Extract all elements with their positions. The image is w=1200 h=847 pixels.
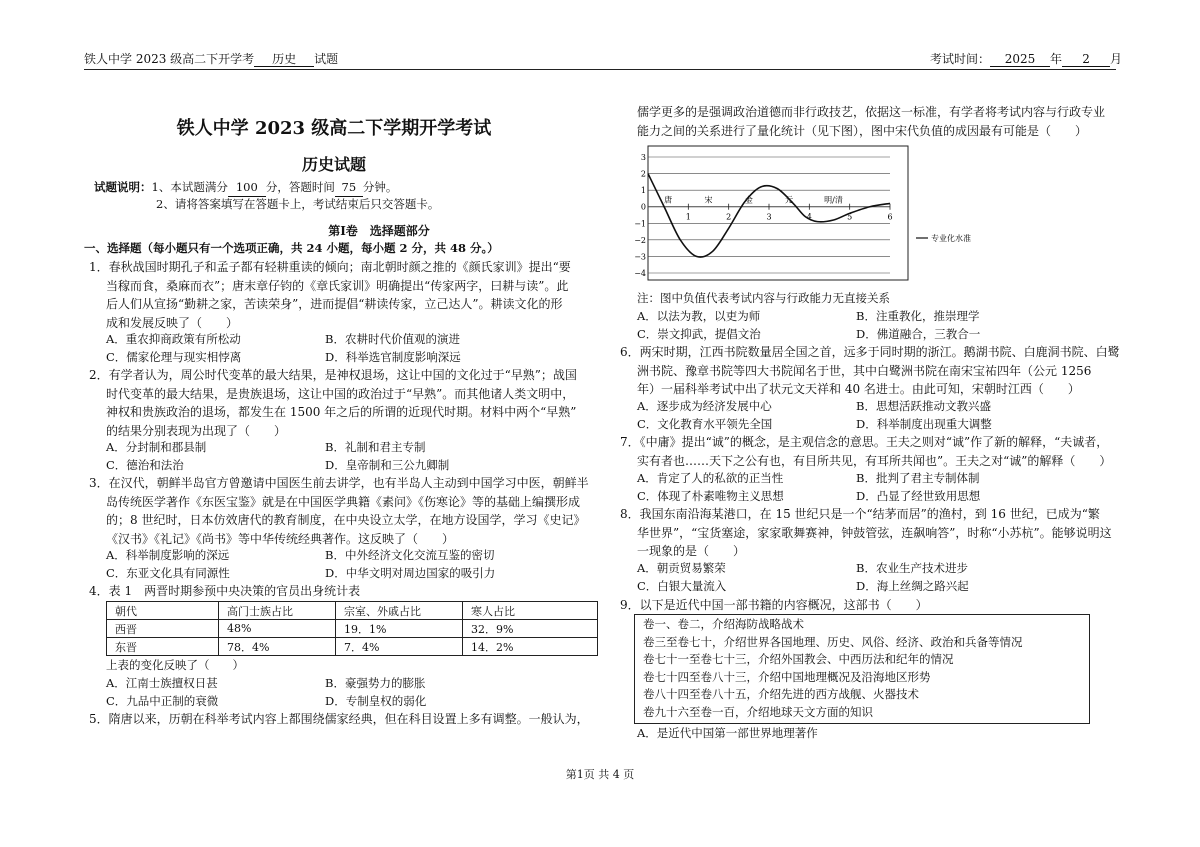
q9-lead: 9．以下是近代中国一部书籍的内容概况，这部书（ ）	[620, 598, 928, 612]
question-5-continued	[637, 103, 1117, 140]
q8-option-d: D．海上丝绸之路兴起	[856, 579, 969, 593]
header-time-label: 考试时间：	[930, 52, 991, 66]
question-2	[89, 366, 599, 440]
q3-line: 的；8 世纪时，日本仿效唐代的教育制度，在中央设立太学，在地方设国学，学习《史记》	[106, 513, 586, 527]
table-header-cell: 宗室、外戚占比	[336, 602, 463, 620]
q4-option-b: B．豪强势力的膨胀	[325, 676, 426, 690]
q4-option-d: D．专制皇权的弱化	[325, 694, 427, 708]
q1-line: 当稼而食，桑麻而衣”；唐末章仔钧的《章氏家训》明确提出“传家两字，曰耕与读”。此	[106, 278, 569, 293]
q4-stem: 上表的变化反映了（ ）	[106, 658, 244, 672]
exam-title: 铁人中学 2023 级高二下学期开学考试	[176, 118, 492, 139]
book-line: 卷一、卷二，介绍海防战略战术	[643, 617, 804, 631]
note1-b: 分，答题时间	[265, 180, 335, 194]
question-3	[89, 474, 599, 548]
note1-a: 1、本试题满分	[151, 180, 228, 194]
chart-dynasty-label: 金	[744, 195, 753, 205]
q5-line-left: 5．隋唐以来，历朝在科举考试内容上都围绕儒家经典，但在科目设置上多有调整。一般认为，	[89, 712, 589, 726]
chart-x-tick-label: 6	[887, 212, 893, 222]
question-1	[89, 258, 599, 332]
q3-option-c: C．东亚文化具有同源性	[106, 566, 230, 580]
q7-option-b: B．批判了君主专制体制	[856, 471, 980, 485]
header-year: 2025	[990, 52, 1050, 67]
exam-note-2: 2、请将答案填写在答题卡上，考试结束后只交答题卡。	[156, 197, 440, 211]
chart-y-tick-label: 2	[640, 169, 646, 179]
question-8	[620, 505, 1120, 561]
table-cell: 32．9%	[463, 620, 598, 638]
q5-line-chart	[634, 145, 971, 283]
table-row	[107, 620, 598, 638]
header-school: 铁人中学 2023 级高二下开学考	[84, 52, 255, 66]
q1-option-c: C．儒家伦理与现实相悖离	[106, 350, 242, 364]
q5-option-c: C．崇文抑武，提倡文治	[637, 327, 761, 341]
table-header-row	[107, 602, 598, 620]
chart-x-tick-label: 4	[806, 212, 812, 222]
q3-option-b: B．中外经济文化交流互鉴的密切	[325, 548, 495, 562]
book-line: 卷九十六至卷一百，介绍地球天文方面的知识	[643, 704, 873, 719]
header-rule	[84, 69, 1116, 70]
q9-option-a: A．是近代中国第一部世界地理著作	[637, 726, 818, 740]
book-line: 卷七十一至卷七十三，介绍外国教会、中西历法和纪年的情况	[643, 652, 954, 667]
chart-y-tick-label: 1	[640, 186, 646, 196]
q6-option-b: B．思想活跃推动文教兴盛	[856, 399, 991, 413]
q1-option-b: B．农耕时代价值观的演进	[325, 332, 460, 346]
header-month: 2	[1062, 52, 1110, 67]
q4-table	[106, 601, 598, 656]
q2-line: 2．有学者认为，周公时代变革的最大结果，是神权退场，这让中国的文化过于“早熟”；战国	[89, 368, 577, 382]
q6-option-a: A．逐步成为经济发展中心	[637, 399, 772, 413]
note-label: 试题说明：	[94, 180, 152, 194]
table-header-cell: 寒人占比	[463, 602, 598, 620]
note1-c: 分钟。	[362, 180, 398, 194]
table-cell: 7．4%	[336, 638, 463, 656]
q2-line: 的结果分别表现为出现了（ ）	[106, 423, 287, 438]
q3-line: 岛传统医学著作《东医宝鉴》就是在中国医学典籍《素问》《伤寒论》等的基础上编撰形成	[106, 494, 581, 509]
q6-option-c: C．文化教育水平领先全国	[637, 417, 773, 431]
q7-option-c: C．体现了朴素唯物主义思想	[637, 489, 784, 503]
part-title: 第Ⅰ卷 选择题部分	[328, 224, 430, 238]
book-line: 卷三至卷七十，介绍世界各国地理、历史、风俗、经济、政治和兵备等情况	[643, 634, 1023, 649]
q3-option-a: A．科举制度影响的深远	[106, 548, 230, 562]
table-cell: 48%	[219, 620, 336, 638]
page-number: 第1页 共 4 页	[565, 768, 635, 781]
q3-line: 《汉书》《礼记》《尚书》等中华传统经典著作。这反映了（ ）	[106, 531, 455, 546]
chart-y-tick-label: −2	[634, 235, 646, 245]
q8-line: 华世界”，“宝货塞途，家家歌舞赛神，钟鼓管弦，连飙响答”，时称“小苏杭”。能够说明这	[637, 525, 1112, 540]
table-header-cell: 朝代	[107, 602, 219, 620]
q2-line: 神权和贵族政治的退场，都发生在 1500 年之后的所谓的近现代时期。材料中两个“早熟”	[106, 405, 577, 419]
note-time: 75	[335, 178, 363, 197]
table-header-cell: 高门士族占比	[219, 602, 336, 620]
q7-option-d: D．凸显了经世致用思想	[856, 489, 981, 503]
chart-x-tick-label: 2	[726, 212, 732, 222]
chart-y-tick-label: −4	[634, 269, 646, 278]
q5-chart-note: 注：图中负值代表考试内容与行政能力无直接关系	[637, 291, 890, 305]
q5-line: 儒学更多的是强调政治道德而非行政技艺，依据这一标准，有学者将考试内容与行政专业	[637, 105, 1106, 119]
q4-option-a: A．江南士族擅权日甚	[106, 676, 218, 690]
header-year-unit: 年	[1050, 52, 1063, 66]
table-row	[107, 638, 598, 656]
chart-dynasty-label: 唐	[664, 195, 673, 205]
q3-line: 3．在汉代，朝鲜半岛官方曾邀请中国医生前去讲学，也有半岛人主动到中国学习中医，朝鲜半	[89, 476, 589, 490]
book-line: 卷七十四至卷八十三，介绍中国地理概况及沿海地区形势	[643, 669, 931, 684]
question-7	[620, 433, 1120, 470]
header-suffix: 试题	[314, 52, 339, 66]
chart-legend-label: 专业化水准	[931, 234, 971, 243]
exam-subtitle: 历史试题	[301, 155, 366, 174]
q9-content-box	[634, 614, 1090, 724]
q5-option-b: B．注重教化，推崇理学	[856, 309, 980, 323]
q8-option-b: B．农业生产技术进步	[856, 561, 968, 575]
book-line: 卷八十四至卷八十五，介绍先进的西方战舰、火器技术	[643, 687, 919, 702]
q8-line: 8．我国东南沿海某港口，在 15 世纪只是一个“结茅而居”的渔村，到 16 世纪，已成为“繁	[620, 507, 1100, 521]
table-cell: 19．1%	[336, 620, 463, 638]
q1-line: 成和发展反映了（ ）	[106, 315, 239, 330]
table-cell: 东晋	[107, 638, 219, 656]
q2-line: 时代变革的最大结果，是贵族退场，这让中国的政治过于“早熟”。而其他诸人类文明中，	[106, 386, 575, 401]
q4-option-c: C．九品中正制的衰微	[106, 694, 219, 708]
q5-option-a: A．以法为教，以吏为师	[637, 309, 761, 323]
q5-option-d: D．佛道融合，三教合一	[856, 327, 981, 341]
q6-line: 年）一届科举考试中出了状元文天祥和 40 名进士。由此可知，宋朝时江西（ ）	[637, 382, 1080, 396]
q7-option-a: A．肯定了人的私欲的正当性	[637, 471, 784, 485]
q1-line: 1．春秋战国时期孔子和孟子都有轻耕重读的倾向；南北朝时颜之推的《颜氏家训》提出“要	[89, 260, 571, 274]
question-6	[620, 343, 1120, 399]
note-score: 100	[228, 178, 266, 197]
q8-option-a: A．朝贡贸易繁荣	[637, 561, 726, 575]
q6-option-d: D．科举制度出现重大调整	[856, 417, 992, 431]
q8-option-c: C．白银大量流入	[637, 579, 727, 593]
q2-option-d: D．皇帝制和三公九卿制	[325, 458, 450, 472]
q7-line: 7．《中庸》提出“诚”的概念，是主观信念的意思。王夫之则对“诚”作了新的解释，“夫诚者，	[620, 435, 1109, 449]
q2-option-b: B．礼制和君主专制	[325, 440, 426, 454]
chart-x-tick-label: 5	[847, 212, 853, 222]
chart-dynasty-label: 明/清	[824, 195, 843, 205]
chart-y-tick-label: −3	[634, 252, 646, 262]
chart-x-tick-label: 1	[685, 212, 691, 222]
q5-line: 能力之间的关系进行了量化统计（见下图），图中宋代负值的成因最有可能是（ ）	[637, 123, 1088, 138]
q2-option-a: A．分封制和郡县制	[106, 440, 207, 454]
section-title: 一、选择题（每小题只有一个选项正确，共 24 小题，每小题 2 分，共 48 分。）	[84, 241, 499, 255]
header-subject: 历史	[254, 52, 314, 67]
q6-line: 6．两宋时期，江西书院数量居全国之首，远多于同时期的浙江。鹅湖书院、白鹿洞书院、白鹭	[620, 345, 1120, 359]
chart-x-tick-label: 3	[766, 212, 772, 222]
q1-option-d: D．科举选官制度影响深远	[325, 350, 461, 364]
header-month-unit: 月	[1110, 52, 1123, 66]
header-left	[84, 52, 338, 67]
q4-lead: 4．表 1 两晋时期参预中央决策的官员出身统计表	[89, 584, 361, 598]
chart-dynasty-label: 元	[785, 195, 794, 205]
table-cell: 14．2%	[463, 638, 598, 656]
q2-option-c: C．德治和法治	[106, 458, 184, 472]
table-cell: 78．4%	[219, 638, 336, 656]
table-cell: 西晋	[107, 620, 219, 638]
q1-option-a: A．重农抑商政策有所松动	[106, 332, 241, 346]
chart-dynasty-label: 宋	[704, 195, 713, 205]
q1-line: 后人们从宣扬“勤耕之家，苦读荣身”，进而提倡“耕读传家，立己达人”。耕读文化的形	[106, 297, 563, 311]
chart-y-tick-label: 0	[640, 202, 646, 212]
chart-y-tick-label: −1	[634, 219, 646, 229]
q3-option-d: D．中华文明对周边国家的吸引力	[325, 566, 496, 580]
chart-y-tick-label: 3	[640, 153, 646, 162]
header-right	[930, 52, 1122, 67]
q7-line: 实有者也……天下之公有也，有目所共见，有耳所共闻也”。王夫之对“诚”的解释（ ）	[637, 453, 1112, 468]
q8-line: 一现象的是（ ）	[637, 544, 746, 558]
q6-line: 洲书院、豫章书院等四大书院闻名于世，其中白鹭洲书院在南宋宝祐四年（公元 1256	[637, 363, 1092, 378]
